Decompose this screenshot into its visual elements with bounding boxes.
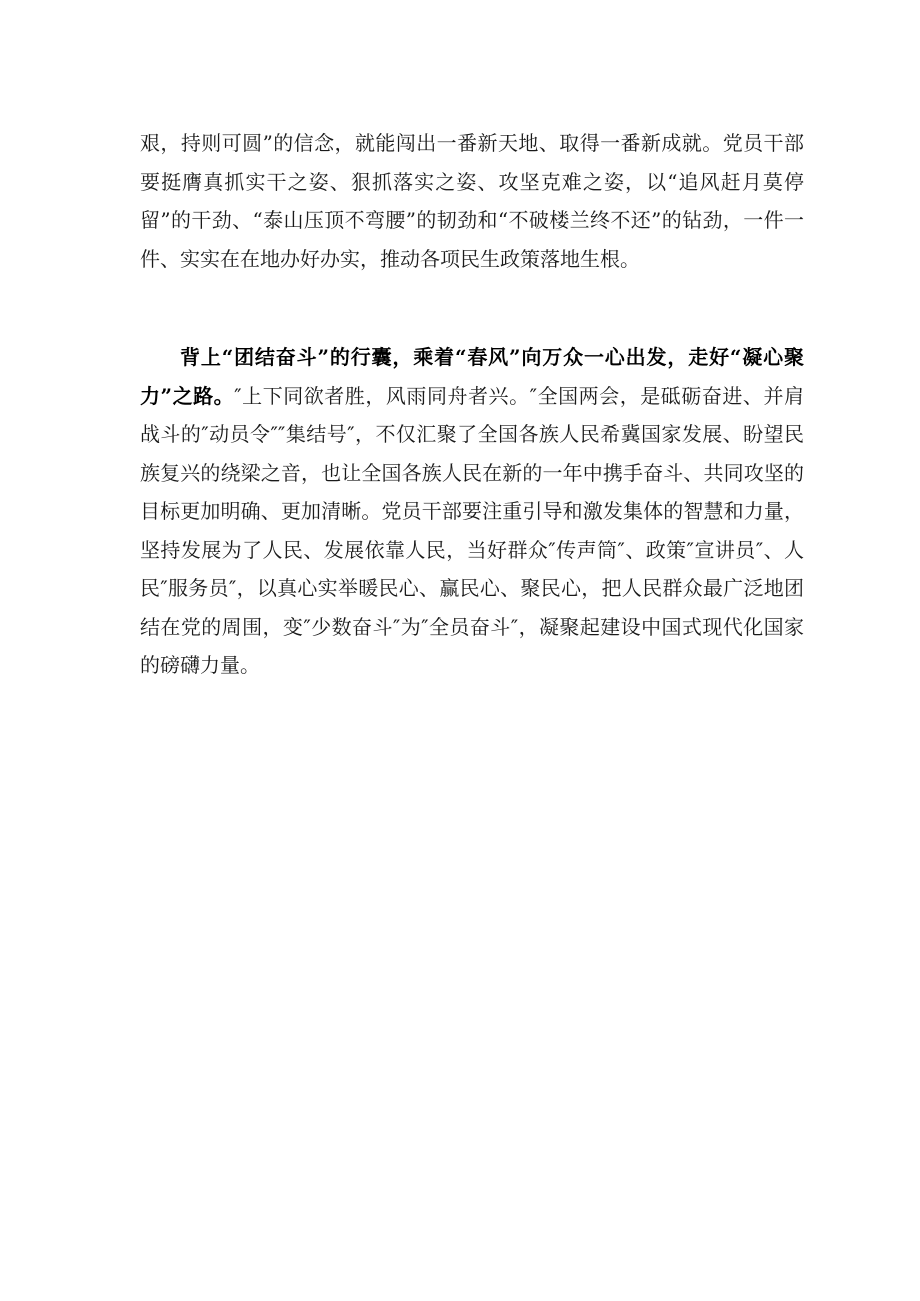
- paragraph-body: ″上下同欲者胜，风雨同舟者兴。″全国两会，是砥砺奋进、并肩战斗的″动员令″″集结号″，不仅汇聚了全国各族人民希冀国家发展、盼望民族复兴的绕梁之音，也让全国各族人民在新的一年中携手奋斗、共同攻坚的目标更加明确、更加清晰。党员干部要注重引导和激发集体的智慧和力量，坚持发展为了人民、发展依靠人民，当好群众″传声筒″、政策″宣讲员″、人民″服务员″，以真心实举暖民心、赢民心、聚民心，把人民群众最广泛地团结在党的周围，变″少数奋斗″为″全员奋斗″，凝聚起建设中国式现代化国家的磅礴力量。: [140, 383, 804, 677]
- paragraph-body: 艰，持则可圆”的信念，就能闯出一番新天地、取得一番新成就。党员干部要挺膺真抓实干之姿、狠抓落实之姿、攻坚克难之姿，以“追风赶月莫停留”的干劲、“泰山压顶不弯腰”的韧劲和“不破楼兰终不还”的钻劲，一件一件、实实在在地办好办实，推动各项民生政策落地生根。: [140, 131, 804, 271]
- paragraph-lead-sentence: 背上“团结奋斗”的行囊，乘着“春风”向万众一心出发，走好“凝心聚力”之路。: [140, 345, 804, 408]
- paragraph-unity: [140, 338, 804, 685]
- paragraph-continuation: [140, 124, 804, 278]
